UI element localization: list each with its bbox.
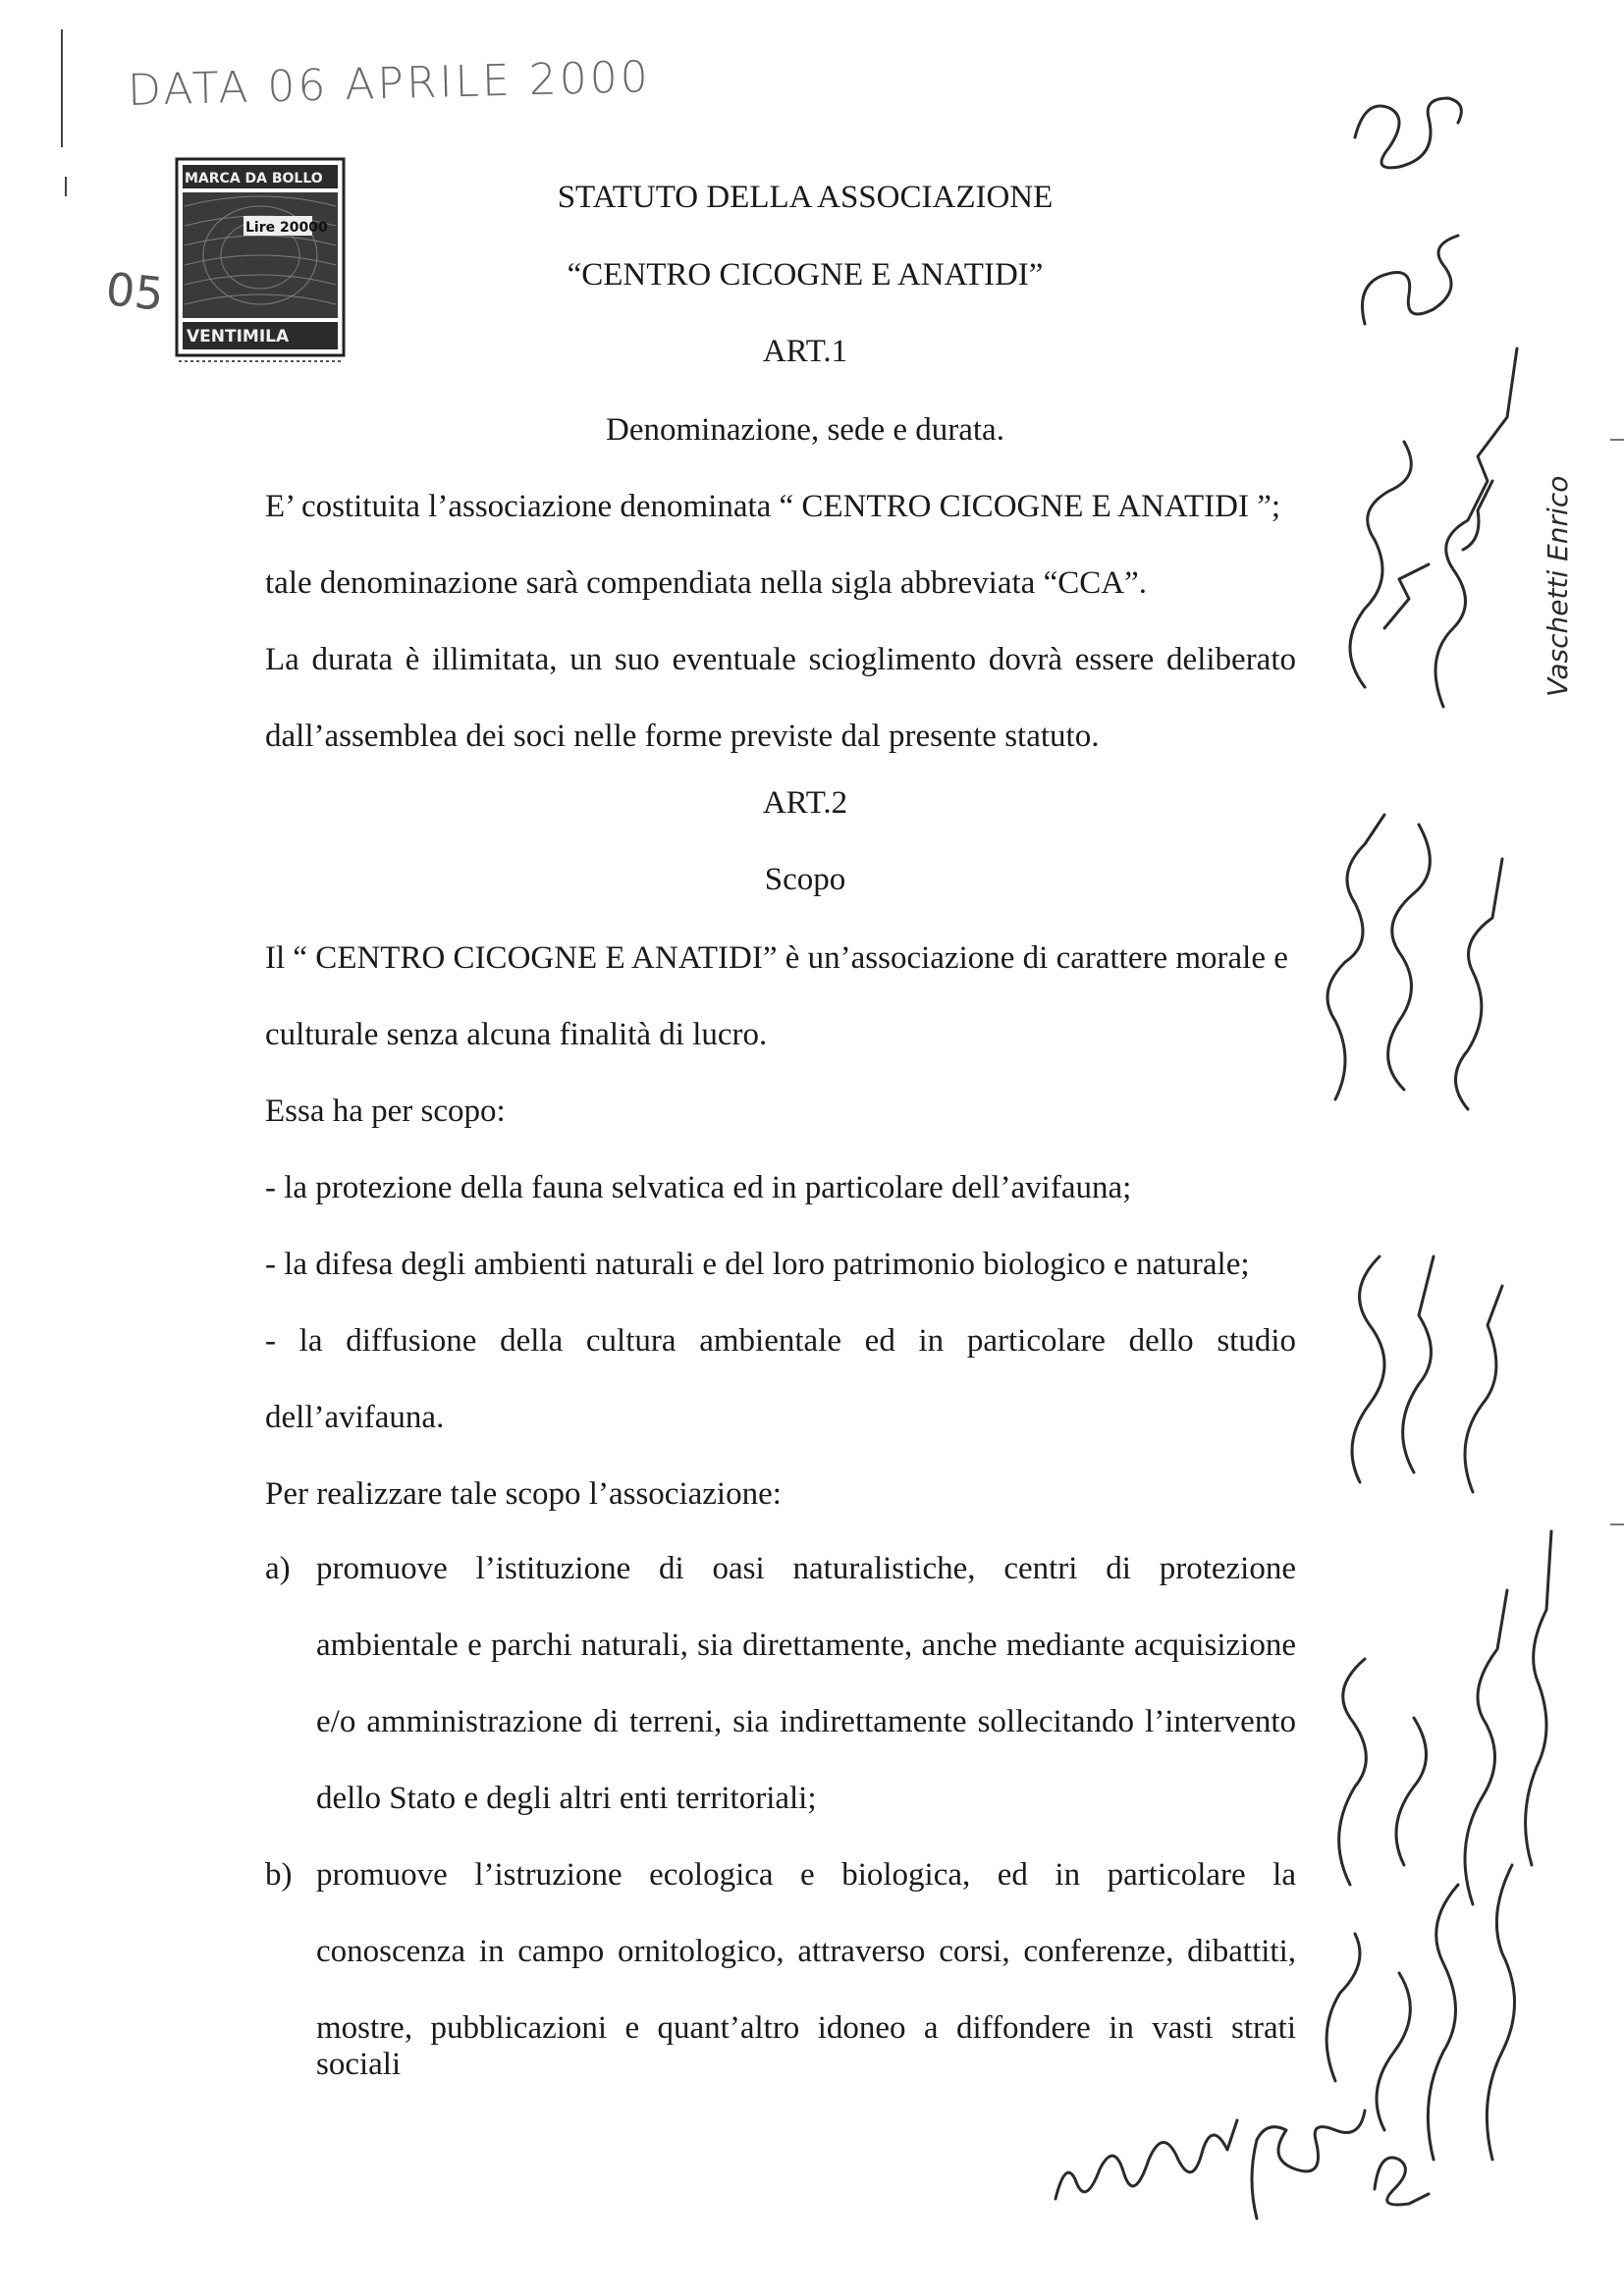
list-item-line: conoscenza in campo ornitologico, attraverso corsi, conferenze, dibattiti, — [316, 1934, 1296, 1969]
article-1-heading: Denominazione, sede e durata. — [606, 412, 1004, 448]
stamp-top-text: MARCA DA BOLLO — [185, 171, 323, 187]
article-2-line: dell’avifauna. — [265, 1400, 445, 1435]
article-1-line: dall’assemblea dei soci nelle forme previste dal presente statuto. — [265, 719, 1100, 754]
article-2-line: culturale senza alcuna finalità di lucro. — [265, 1017, 768, 1052]
scan-edge-mark — [1610, 439, 1624, 441]
article-1-label: ART.1 — [762, 334, 848, 369]
document-subtitle: “CENTRO CICOGNE E ANATIDI” — [567, 257, 1044, 293]
article-2-line: - la difesa degli ambienti naturali e del loro patrimonio biologico e naturale; — [265, 1247, 1250, 1282]
article-1-line: La durata è illimitata, un suo eventuale scioglimento dovrà essere deliberato — [265, 642, 1296, 677]
scan-edge-mark — [61, 29, 63, 147]
scan-edge-mark — [1610, 1523, 1624, 1525]
list-item-line: mostre, pubblicazioni e quant’altro idoneo a diffondere in vasti strati sociali — [316, 2010, 1296, 2082]
list-item-line: ambientale e parchi naturali, sia direttamente, anche mediante acquisizione — [316, 1628, 1296, 1663]
handwritten-mark: 05 — [103, 262, 167, 321]
list-item-line: dello Stato e degli altri enti territoriali; — [316, 1781, 817, 1816]
list-item-line: promuove l’istituzione di oasi naturalistiche, centri di protezione — [316, 1551, 1296, 1586]
article-2-label: ART.2 — [762, 785, 848, 821]
article-2-line: - la diffusione della cultura ambientale ed in particolare dello studio — [265, 1323, 1296, 1359]
document-title: STATUTO DELLA ASSOCIAZIONE — [557, 180, 1054, 215]
article-2-line: Il “ CENTRO CICOGNE E ANATIDI” è un’associazione di carattere morale e — [265, 940, 1288, 976]
article-2-heading: Scopo — [764, 862, 846, 897]
article-2-line: Essa ha per scopo: — [265, 1094, 506, 1129]
scan-edge-mark — [65, 177, 67, 196]
list-item-line: e/o amministrazione di terreni, sia indirettamente sollecitando l’intervento — [316, 1704, 1296, 1739]
stamp-bottom-text: VENTIMILA — [187, 327, 290, 347]
list-item-letter: a) — [265, 1551, 291, 1586]
stamp-value-text: Lire 20000 — [245, 220, 328, 236]
list-item-letter: b) — [265, 1857, 293, 1893]
article-2-line: Per realizzare tale scopo l’associazione: — [265, 1476, 782, 1512]
article-1-line: E’ costituita l’associazione denominata “ CENTRO CICOGNE E ANATIDI ”; — [265, 489, 1281, 524]
list-item-line: promuove l’istruzione ecologica e biologica, ed in particolare la — [316, 1857, 1296, 1893]
handwritten-date: DATA 06 APRILE 2000 — [127, 52, 652, 116]
article-2-line: - la protezione della fauna selvatica ed in particolare dell’avifauna; — [265, 1170, 1132, 1205]
article-1-line: tale denominazione sarà compendiata nella sigla abbreviata “CCA”. — [265, 565, 1147, 601]
signature-name: Vaschetti Enrico — [1542, 475, 1574, 697]
